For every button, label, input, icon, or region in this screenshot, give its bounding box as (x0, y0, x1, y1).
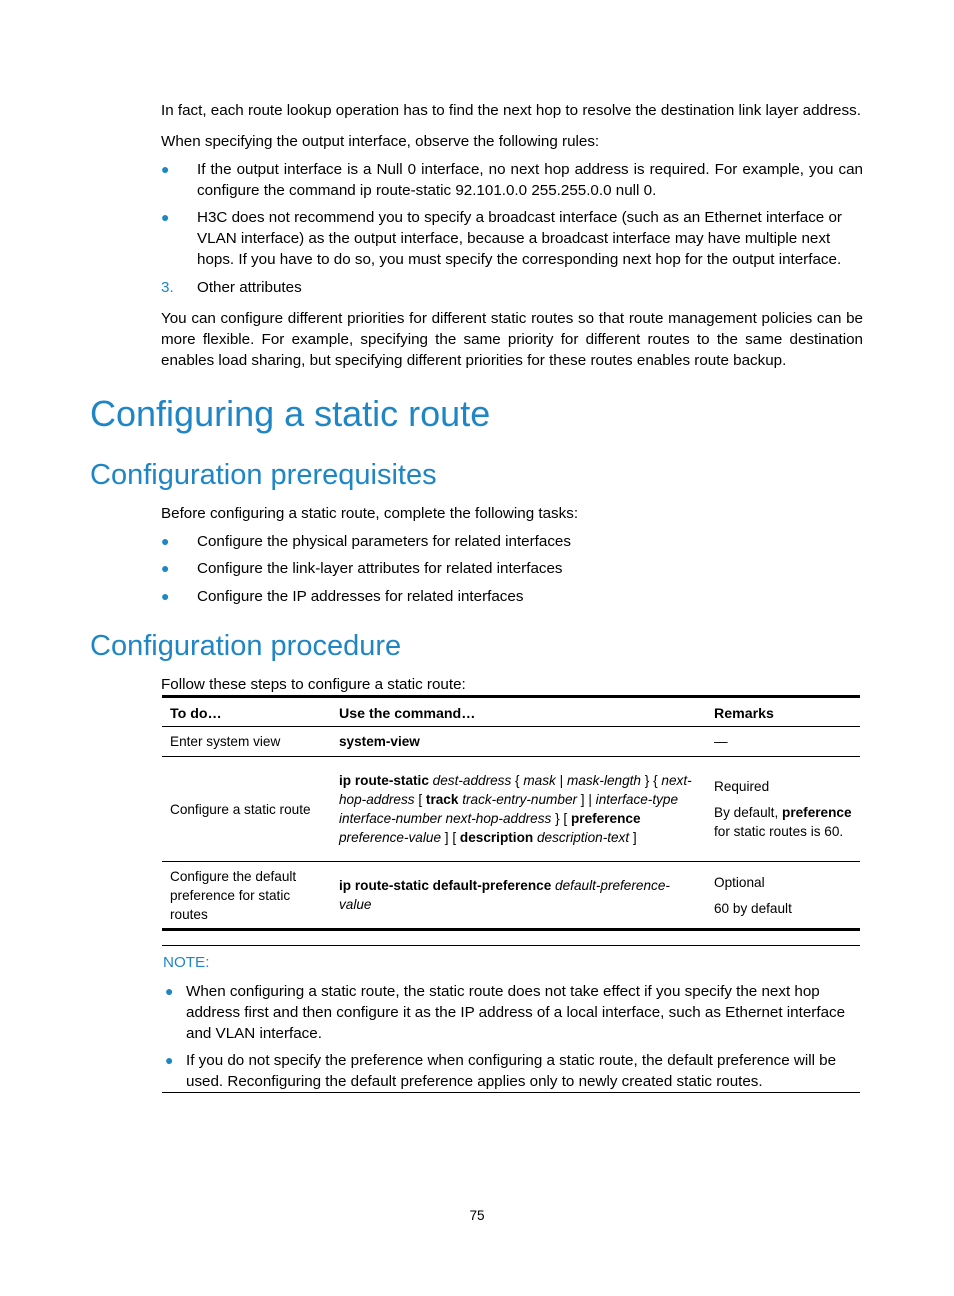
list-item-text: Configure the link-layer attributes for related interfaces (197, 560, 563, 577)
todo-cell: Configure a static route (162, 757, 331, 862)
remarks-keyword: preference (782, 805, 852, 820)
command-table (162, 695, 860, 931)
note-label: NOTE: (163, 954, 210, 971)
bullet-icon: ● (161, 161, 170, 177)
bullet-icon: ● (165, 1052, 174, 1068)
command-cell (331, 757, 706, 862)
step-text: Other attributes (197, 279, 302, 296)
list-item-text: If the output interface is a Null 0 interface, no next hop address is required. For example, you can configure the command ip route-static 92.101.0.0 255.255.0.0 null 0. (197, 161, 863, 199)
command-keyword: ip route-static default-preference (339, 878, 552, 893)
subsection-title-prerequisites: Configuration prerequisites (90, 459, 437, 491)
command-argument: next-hop-address (339, 773, 692, 807)
bullet-icon: ● (161, 560, 170, 576)
step-number: 3. (161, 279, 174, 296)
column-header-command: Use the command… (331, 697, 706, 727)
page-number: 75 (469, 1208, 485, 1223)
command-keyword: ip route-static (339, 773, 429, 788)
list-item-text: Configure the IP addresses for related interfaces (197, 588, 524, 605)
table-header-row (162, 697, 860, 727)
remarks-cell (706, 727, 860, 757)
remarks-line: — (714, 734, 728, 749)
command-argument: mask-length (566, 773, 641, 788)
list-item-text: H3C does not recommend you to specify a broadcast interface (such as an Ethernet interface or VLAN interface) as the output interface, because a broadcast interface may have multiple next hops. If you have to do so, you must specify the corresponding next hop for the output interface. (197, 209, 842, 268)
subsection-title-procedure: Configuration procedure (90, 630, 402, 662)
command-keyword: system-view (339, 734, 420, 749)
bullet-icon: ● (161, 588, 170, 604)
todo-cell: Configure the default preference for static routes (162, 862, 331, 930)
command-syntax: [ (414, 792, 426, 807)
prereq-lead: Before configuring a static route, complete the following tasks: (161, 505, 579, 522)
intro-paragraph-priorities: You can configure different priorities for different static routes so that route management policies can be more flexible. For example, specifying the same priority for different routes to the same destination enables load sharing, but specifying different priorities for these routes enables route backup. (161, 310, 863, 369)
command-keyword: preference (570, 811, 641, 826)
section-title: Configuring a static route (90, 393, 491, 434)
command-syntax: } [ (551, 811, 571, 826)
command-syntax: ] (629, 830, 637, 845)
command-syntax: | (555, 773, 567, 788)
list-item-text: If you do not specify the preference when configuring a static route, the default preference will be used. Reconfiguring the default preference applies only to newly created static routes. (186, 1052, 837, 1090)
command-syntax: { (511, 773, 524, 788)
intro-paragraph-rules: When specifying the output interface, observe the following rules: (161, 133, 600, 150)
remarks-line: 60 by default (714, 900, 792, 916)
command-argument: interface-type interface-number next-hop-address (339, 792, 679, 826)
command-argument: track-entry-number (462, 792, 578, 807)
command-cell (331, 727, 706, 757)
remarks-text: By default, (714, 805, 783, 820)
remarks-line (714, 803, 852, 841)
command-cell (331, 862, 706, 930)
command-keyword: track (425, 792, 459, 807)
list-item-text: Configure the physical parameters for related interfaces (197, 533, 571, 550)
remarks-line: Optional (714, 874, 765, 890)
column-header-remarks: Remarks (706, 697, 860, 727)
command-argument: default-preference-value (339, 878, 670, 912)
remarks-cell (706, 862, 860, 930)
intro-paragraph-lookup: In fact, each route lookup operation has to find the next hop to resolve the destination link layer address. (161, 102, 861, 119)
table-row (162, 757, 860, 862)
remarks-cell (706, 757, 860, 862)
bullet-icon: ● (161, 209, 170, 225)
todo-cell: Enter system view (162, 727, 331, 757)
command-keyword: description (459, 830, 534, 845)
note-box (162, 945, 860, 1093)
command-argument: mask (523, 773, 556, 788)
column-header-todo: To do… (162, 697, 331, 727)
command-syntax: ] | (577, 792, 596, 807)
command-syntax: ] [ (441, 830, 460, 845)
command-argument: dest-address (432, 773, 512, 788)
remarks-text: for static routes is 60. (714, 824, 844, 839)
procedure-lead: Follow these steps to configure a static route: (161, 676, 466, 693)
list-item-text: When configuring a static route, the static route does not take effect if you specify the next hop address first and then configure it as the IP address of a local interface, such as Ethernet interface and VLAN interface. (186, 983, 846, 1042)
command-argument: preference-value (339, 830, 442, 845)
command-argument: description-text (536, 830, 630, 845)
command-syntax: } { (640, 773, 662, 788)
bullet-icon: ● (161, 533, 170, 549)
table-row (162, 727, 860, 757)
bullet-icon: ● (165, 983, 174, 999)
remarks-line: Required (714, 779, 770, 794)
table-row (162, 862, 860, 930)
